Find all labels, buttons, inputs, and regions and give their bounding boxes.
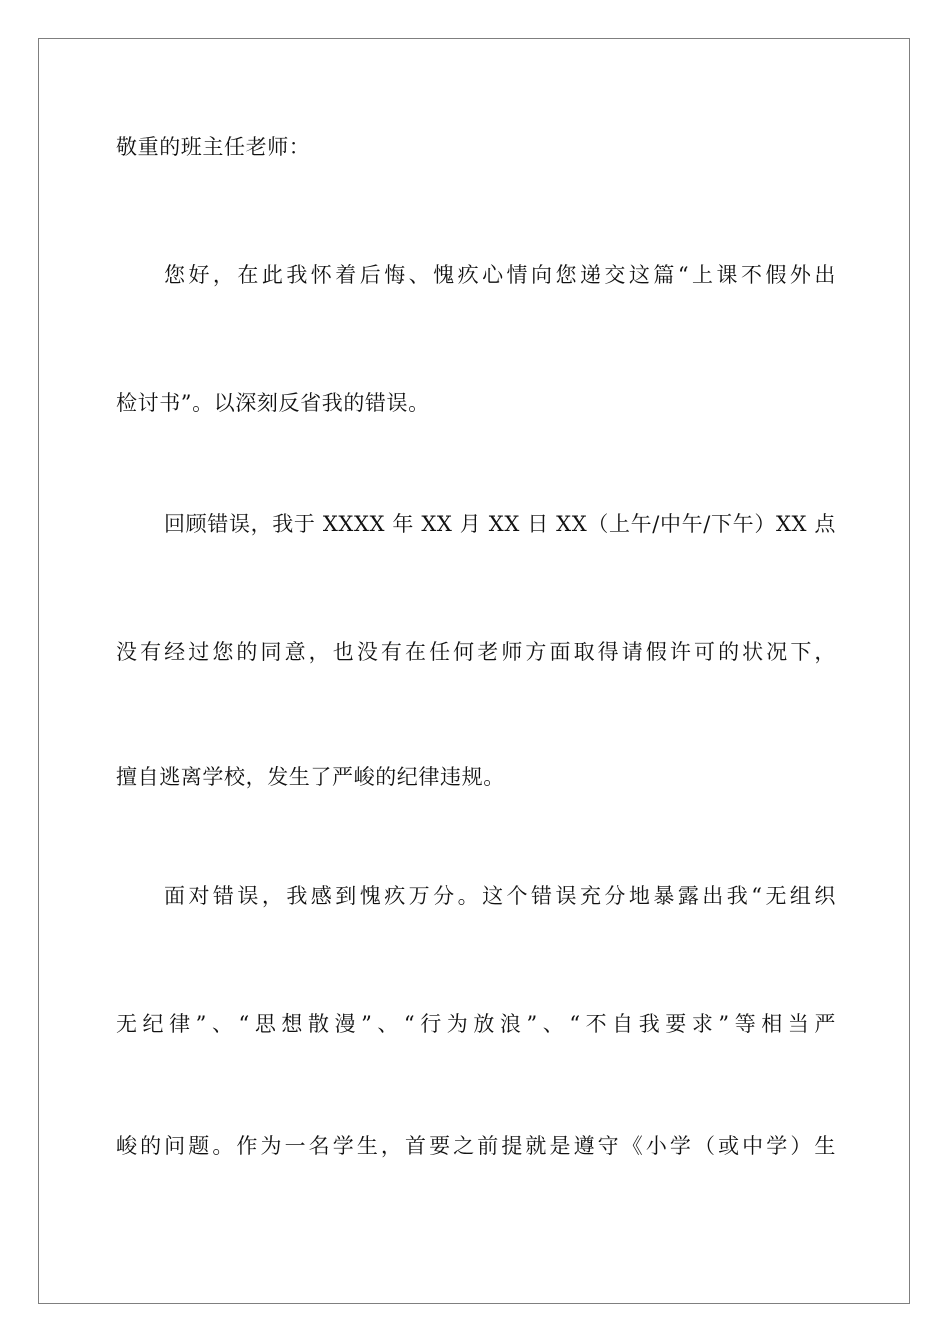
paragraph-2-line-2: 没有经过您的同意，也没有在任何老师方面取得请假许可的状况下， [116, 640, 836, 664]
paragraph-1-line-2: 检讨书”。以深刻反省我的错误。 [116, 391, 430, 415]
page-frame [38, 38, 910, 1304]
paragraph-3-line-1: 面对错误，我感到愧疚万分。这个错误充分地暴露出我“无组织 [164, 884, 836, 908]
paragraph-3-line-3: 峻的问题。作为一名学生，首要之前提就是遵守《小学（或中学）生 [116, 1134, 836, 1158]
paragraph-1-line-1: 您好，在此我怀着后悔、愧疚心情向您递交这篇“上课不假外出 [164, 263, 836, 287]
paragraph-3-line-2: 无纪律”、“思想散漫”、“行为放浪”、“不自我要求”等相当严 [116, 1012, 836, 1036]
salutation-line: 敬重的班主任老师： [116, 135, 311, 159]
paragraph-2-line-3: 擅自逃离学校，发生了严峻的纪律违规。 [116, 765, 505, 789]
paragraph-2-line-1: 回顾错误，我于 XXXX 年 XX 月 XX 日 XX（上午/中午/下午）XX 点 [164, 512, 836, 536]
